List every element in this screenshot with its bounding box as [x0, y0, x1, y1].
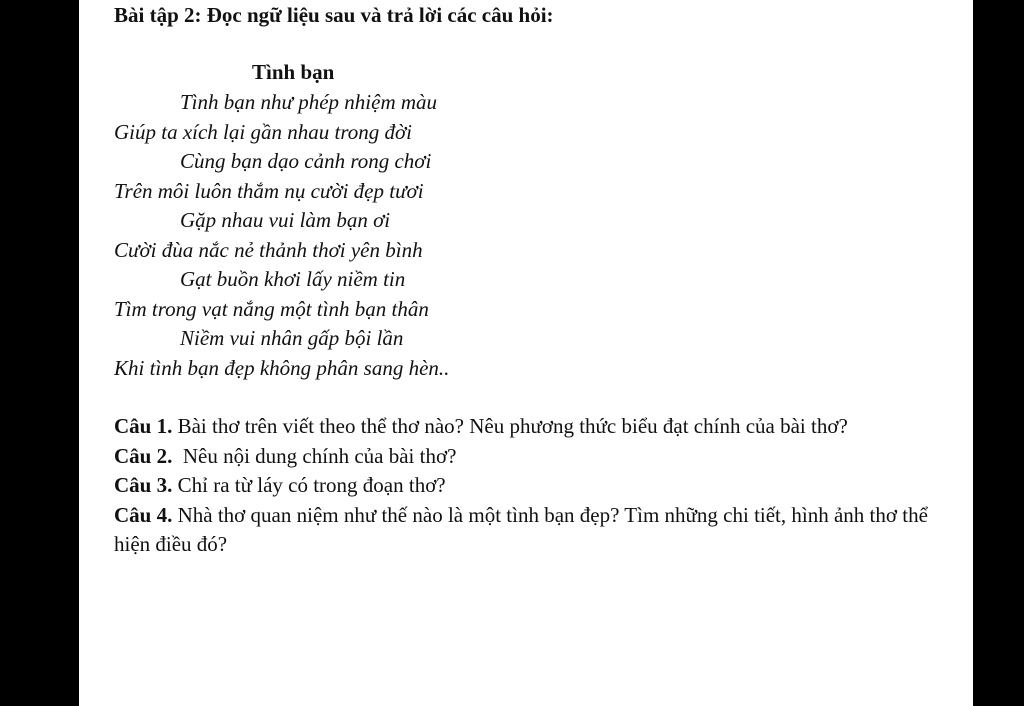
- poem-line: Trên môi luôn thắm nụ cười đẹp tươi: [114, 178, 424, 203]
- question-text: Bài thơ trên viết theo thể thơ nào? Nêu phương thức biểu đạt chính của bài thơ?: [172, 414, 848, 438]
- poem-line: Khi tình bạn đẹp không phân sang hèn..: [114, 355, 450, 380]
- question-text: Nhà thơ quan niệm như thế nào là một tình bạn đẹp? Tìm những chi tiết, hình ảnh thơ thể hiện điều đó?: [114, 502, 928, 556]
- question-1: [114, 412, 949, 442]
- question-label: Câu 3.: [114, 473, 173, 497]
- question-3: [114, 471, 949, 501]
- poem-line: Gạt buồn khơi lấy niềm tin: [180, 267, 406, 291]
- question-label: Câu 2.: [114, 443, 173, 468]
- question-4: [114, 501, 949, 560]
- question-text: Nêu nội dung chính của bài thơ?: [172, 443, 457, 468]
- poem-line: Gặp nhau vui làm bạn ơi: [180, 208, 391, 232]
- poem-line: Tình bạn như phép nhiệm màu: [180, 90, 438, 114]
- poem-title: Tình bạn: [252, 60, 335, 84]
- question-list: [114, 412, 949, 560]
- question-text: Chỉ ra từ láy có trong đoạn thơ?: [172, 473, 446, 497]
- poem-body: [114, 88, 449, 383]
- poem-line: Giúp ta xích lại gần nhau trong đời: [114, 119, 412, 144]
- poem-line: Tìm trong vạt nắng một tình bạn thân: [114, 296, 429, 321]
- exercise-heading: Bài tập 2: Đọc ngữ liệu sau và trả lời các câu hỏi:: [114, 3, 554, 27]
- document-page: [79, 0, 973, 706]
- question-label: Câu 4.: [114, 502, 173, 527]
- question-2: [114, 442, 949, 472]
- poem-line: Niềm vui nhân gấp bội lần: [180, 326, 404, 350]
- poem-line: Cười đùa nắc nẻ thảnh thơi yên bình: [114, 237, 423, 262]
- poem-line: Cùng bạn dạo cảnh rong chơi: [180, 149, 432, 173]
- question-label: Câu 1.: [114, 414, 173, 438]
